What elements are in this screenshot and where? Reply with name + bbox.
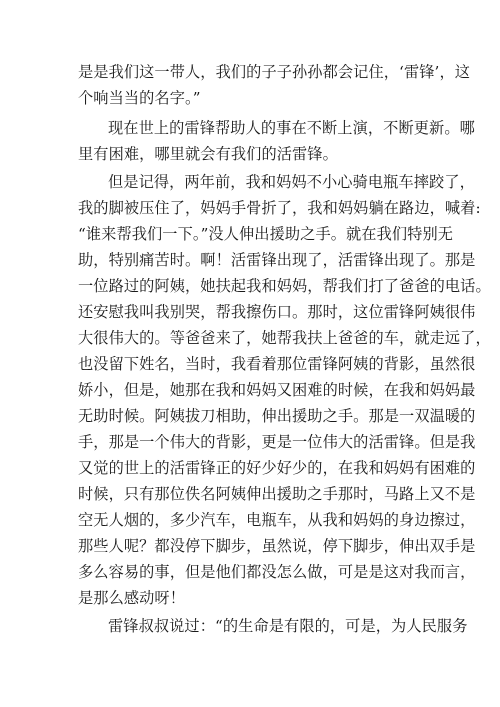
paragraph-first-line: 现在世上的雷锋帮助人的事在不断上演，不断更新。哪 bbox=[108, 119, 475, 137]
text-line: 娇小，但是，她那在我和妈妈又困难的时候，在我和妈妈最 bbox=[78, 381, 476, 399]
text-line: 个响当当的名字。” bbox=[78, 89, 201, 107]
text-line: 助，特别痛苦时。啊！活雷锋出现了，活雷锋出现了。那是 bbox=[78, 251, 476, 269]
text-line: 多么容易的事，但是他们都没怎么做，可是是这对我而言， bbox=[78, 563, 476, 581]
text-line: 又觉的世上的活雷锋正的好少好少的，在我和妈妈有困难的 bbox=[78, 459, 476, 477]
text-line: 我的脚被压住了，妈妈手骨折了，我和妈妈躺在路边，喊着: bbox=[78, 199, 481, 217]
text-line: “谁来帮我们一下。”没人伸出援助之手。就在我们特别无 bbox=[78, 225, 454, 243]
text-line: 一位路过的阿姨，她扶起我和妈妈，帮我们打了爸爸的电话。 bbox=[78, 277, 491, 295]
text-line: 是是我们这一带人，我们的子子孙孙都会记住，‘雷锋’，这 bbox=[78, 63, 471, 81]
paragraph-first-line: 雷锋叔叔说过：“的生命是有限的，可是，为人民服务 bbox=[108, 617, 468, 635]
text-line: 时候，只有那位佚名阿姨伸出援助之手那时，马路上又不是 bbox=[78, 485, 476, 503]
text-line: 手，那是一个伟大的背影，更是一位伟大的活雷锋。但是我 bbox=[78, 433, 476, 451]
paragraph-first-line: 但是记得，两年前，我和妈妈不小心骑电瓶车摔跤了， bbox=[108, 173, 475, 191]
text-line: 也没留下姓名，当时，我看着那位雷锋阿姨的背影，虽然很 bbox=[78, 355, 476, 373]
text-line: 大很伟大的。等爸爸来了，她帮我扶上爸爸的车，就走远了， bbox=[78, 329, 491, 347]
text-line: 是那么感动呀！ bbox=[78, 589, 186, 607]
text-line: 无助时候。阿姨拔刀相助，伸出援助之手。那是一双温暖的 bbox=[78, 407, 476, 425]
text-line: 还安慰我叫我别哭，帮我擦伤口。那时，这位雷锋阿姨很伟 bbox=[78, 303, 476, 321]
text-line: 空无人烟的，多少汽车，电瓶车，从我和妈妈的身边擦过， bbox=[78, 511, 476, 529]
text-line: 里有困难，哪里就会有我们的活雷锋。 bbox=[78, 145, 338, 163]
text-line: 那些人呢？都没停下脚步，虽然说，停下脚步，伸出双手是 bbox=[78, 537, 476, 555]
